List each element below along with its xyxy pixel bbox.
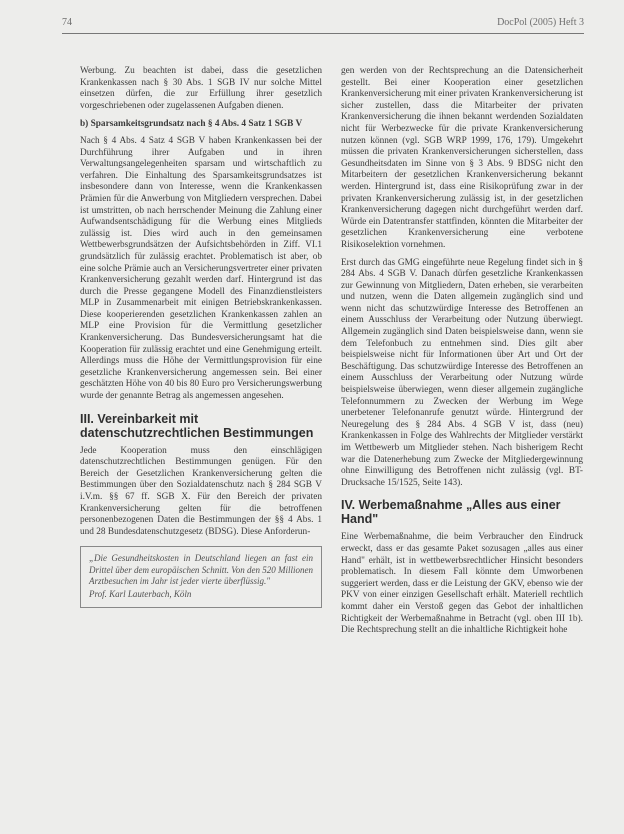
paragraph: Eine Werbemaßnahme, die beim Verbraucher den Eindruck erweckt, dass er das gesamte Paket sozusagen „alles aus einer Hand" erhält, ist in wettbewerbsrechtlicher Hinsicht besonders problematisch. In diesem Fall könnte dem Umworbenen suggeriert werden, dass er die Leistung der GKV, ebenso wie der PKV von einer einzigen Gesellschaft erhält. Materiell rechtlich kommt daher ein Verstoß gegen das Gebot der inhaltlichen Richtigkeit der Werbemaßnahme in Betracht (vgl. oben III 1b). Die Rechtsprechung stellt an die inhaltliche Richtigkeit hohe: [341, 532, 583, 636]
right-column: [341, 66, 583, 637]
section-heading: IV. Werbemaßnahme „Alles aus einer Hand": [341, 498, 561, 527]
paragraph: Erst durch das GMG eingeführte neue Regelung findet sich in § 284 Abs. 4 SGB V. Danach dürfen gesetzliche Krankenkassen zur Gewinnung von Mitgliedern, Daten erheben, sie verarbeiten und nutzen, wenn die Daten allgemein zugänglich sind und wenn nicht das schutzwürdige Interesse des Betroffenen an einem Ausschluss der Verarbeitung oder Nutzung überwiegt. Allgemein zugänglich sind Daten beispielsweise dann, wenn sie dem Telefonbuch zu entnehmen sind. Dies gilt aber beispielsweise nicht für Informationen über Art und Ort der Beschäftigung. Das schutzwürdige Interesse des Betroffenen an einem Ausschluss der Verarbeitung oder Nutzung würde beispielsweise überwiegen, wenn dieser allgemein zugängliche Telefonnummern zu Zwecken der Werbung im Wege unerbetener Telefonanrufe genutzt würde. Hintergrund der Neuregelung des § 284 Abs. 4 SGB V ist, dass (neu) Krankenkassen in Folge des Wahlrechts der Mitglieder verstärkt im Wettbewerb um Mitglieder stehen. Nach bisherigem Recht war die Datenerhebung zum Zwecke der Mitgliedergewinnung ohne Einwilligung des Betroffenen nicht zulässig (vgl. BT-Drucksache 15/1525, Seite 143).: [341, 257, 583, 488]
paragraph: Jede Kooperation muss den einschlägigen datenschutzrechtlichen Bestimmungen genügen. Für den Bereich der Gesetzlichen Krankenversicherung gelten die Bestimmungen über den Sozialdatenschutz nach § 284 SGB V i.V.m. §§ 67 ff. SGB X. Für den Bereich der privaten Krankenversicherung gelten für die betroffenen personenbezogenen Daten die Bestimmungen der §§ 4 Abs. 1 und 28 Bundesdatenschutzgesetz (BDSG). Diese Anforderun-: [80, 445, 322, 537]
paragraph: Nach § 4 Abs. 4 Satz 4 SGB V haben Krankenkassen bei der Durchführung ihrer Aufgaben und in ihren Verwaltungsangelegenheiten sparsam und wirtschaftlich zu verfahren. Die Einhaltung des Sparsamkeitsgrundsatzes ist insbesondere dann von Interesse, wenn die Krankenkassen Prämien für die Anwerbung von Mitgliedern versprechen. Dabei ist umstritten, ob nach herrschender Meinung die Zahlung einer Aufwandsentschädigung für die Werbung eines Mitglieds zulässig ist. Dies wird auch in den gemeinsamen Wettbewerbsgrundsätzen der Aufsichtsbehörden in Ziff. VI.1 grundsätzlich für zulässig erachtet. Problematisch ist aber, ob eine solche Prämie auch an Versicherungsvertreter einer privaten Krankenversicherung gezahlt werden darf. Hintergrund ist das durch die Presse gegangene Modell des Finanzdienstleisters MLP in Zusammenarbeit mit einigen Betriebskrankenkassen. Diese kooperierenden gesetzlichen Krankenkassen zahlen an MLP eine Provision für die Vermittlung gesetzlicher Krankenversicherung. Das Bundesversicherungsamt hat die Kooperation für zulässig erachtet und eine Genehmigung erteilt. Allerdings muss die Höhe der Vermittlungsprovision für eine gesetzliche Krankenversicherung angemessen sein. Bei einer geschätzten Höhe von 40 bis 80 Euro pro Versicherungswerbung wurde der genannte Betrag als angemessen angesehen.: [80, 135, 322, 402]
page-header: [62, 17, 584, 31]
header-rule: [62, 33, 584, 34]
quote-text: „Die Gesundheitskosten in Deutschland liegen an fast ein Drittel über dem europäischen Schnitt. Von den 520 Millionen Arztbesuchen im Jahr ist jeder vierte überflüssig.": [89, 553, 313, 586]
page-number: 74: [62, 17, 72, 28]
section-heading: III. Vereinbarkeit mit datenschutzrechtlichen Bestimmungen: [80, 411, 314, 440]
quote-source: Prof. Karl Lauterbach, Köln: [89, 589, 192, 600]
left-column: [80, 66, 322, 608]
quote-box: [80, 546, 322, 607]
paragraph: Werbung. Zu beachten ist dabei, dass die gesetzlichen Krankenkassen nach § 30 Abs. 1 SGB IV nur solche Mittel einsetzen dürfen, die zur Erfüllung ihrer gesetzlich vorgeschriebenen oder zugelassenen Aufgaben dienen.: [80, 66, 322, 111]
subheading: b) Sparsamkeitsgrundsatz nach § 4 Abs. 4 Satz 1 SGB V: [80, 119, 303, 130]
paragraph: gen werden von der Rechtsprechung an die Datensicherheit gestellt. Bei einer Kooperation einer gesetzlichen Krankenversicherung mit einer privaten Krankenversicherung ist sicher zustellen, dass die Mitarbeiter der privaten Krankenversicherung die ihnen bekannt werdenden Sozialdaten nicht für Werbezwecke für die private Krankenversicherung nutzen können (vgl. SGB WRP 1999, 176, 179). Umgekehrt müssen die privaten Krankenversicherungen sicherstellen, dass Gesundheitsdaten im Sinne von § 3 Abs. 9 BDSG nicht den Mitarbeitern der gesetzlichen Krankenversicherung bekannt werden. Hintergrund ist, dass eine Risikoprüfung zwar in der privaten Krankenversicherung zulässig ist, in der gesetzlichen Krankenversicherung dagegen nicht durchgeführt werden darf. Würde ein Datentransfer stattfinden, könnten die Mitarbeiter der gesetzlichen Krankenversicherung eine verbotene Risikoselektion vornehmen.: [341, 66, 583, 250]
journal-reference: DocPol (2005) Heft 3: [497, 17, 584, 28]
